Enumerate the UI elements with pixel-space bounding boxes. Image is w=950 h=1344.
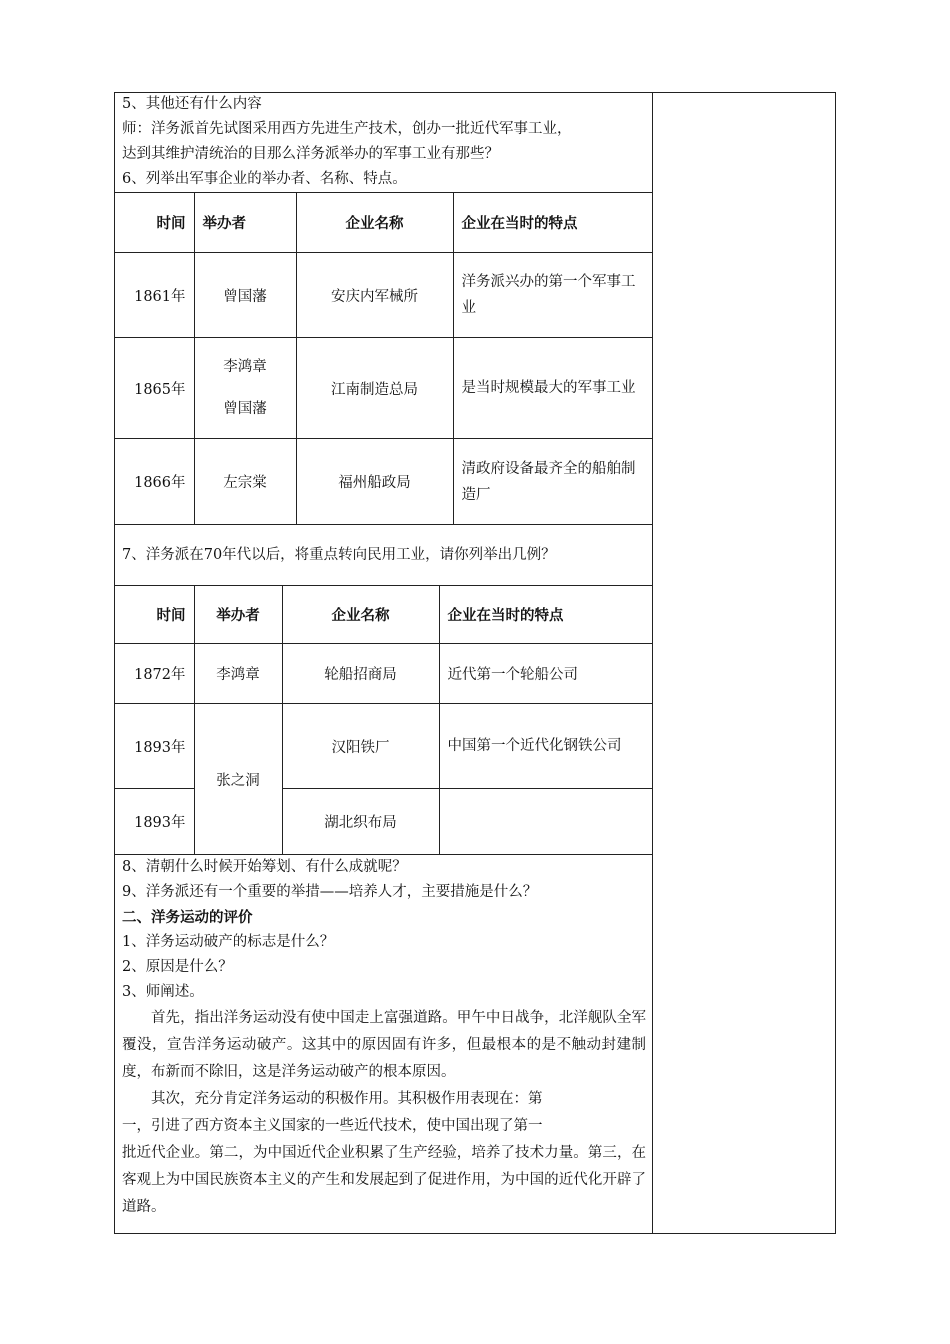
question-eval-2: 2、原因是什么？ [122,959,233,975]
table-cell: 汉阳铁厂 [282,704,439,789]
table-cell: 张之洞 [194,704,282,855]
table-cell [439,789,652,855]
table-cell: 1865年 [114,338,194,439]
table-cell: 曾国藩 [194,253,296,338]
table-cell: 轮船招商局 [282,644,439,704]
t1-header-time: 时间 [114,193,194,253]
table-cell: 1861年 [114,253,194,338]
t1-header-name: 企业名称 [296,193,453,253]
column-divider [652,92,653,1234]
table-cell: 是当时规模最大的军事工业 [453,338,652,439]
t1-header-founder: 举办者 [194,193,296,253]
question-eval-3: 3、师阐述。 [122,984,204,1000]
table-cell: 1893年 [114,704,194,789]
teacher-line-2: 达到其维护清统治的目那么洋务派举办的军事工业有那些？ [122,146,499,162]
table-cell: 清政府设备最齐全的船舶制造厂 [453,439,652,525]
civil-industry-table [114,585,652,855]
paragraph-second-b: 一，引进了西方资本主义国家的一些近代技术，使中国出现了第一 [122,1118,543,1134]
teacher-line-1: 师：洋务派首先试图采用西方先进生产技术，创办一批近代军事工业， [122,121,572,137]
t2-header-feature: 企业在当时的特点 [439,586,652,644]
question-8: 8、清朝什么时候开始筹划、有什么成就呢？ [122,859,407,875]
question-9: 9、洋务派还有一个重要的举措——培养人才，主要措施是什么？ [122,884,538,900]
table-cell [194,338,296,439]
question-6: 6、列举出军事企业的举办者、名称、特点。 [122,171,407,187]
t2-header-time: 时间 [114,586,194,644]
t2-header-founder: 举办者 [194,586,282,644]
table-cell: 中国第一个近代化钢铁公司 [439,704,652,789]
paragraph-second-a: 其次，充分肯定洋务运动的积极作用。其积极作用表现在：第 [151,1091,543,1107]
table-cell: 江南制造总局 [296,338,453,439]
table-cell: 安庆内军械所 [296,253,453,338]
table-cell: 湖北织布局 [282,789,439,855]
founder-line: 李鸿章 [223,359,267,375]
military-industry-table [114,192,652,525]
question-7: 7、洋务派在70年代以后，将重点转向民用工业，请你列举出几例？ [122,547,556,563]
question-5: 5、其他还有什么内容 [122,96,262,112]
t2-header-name: 企业名称 [282,586,439,644]
table-cell: 左宗棠 [194,439,296,525]
table-cell: 1872年 [114,644,194,704]
table-cell: 近代第一个轮船公司 [439,644,652,704]
table-cell: 洋务派兴办的第一个军事工业 [453,253,652,338]
question-eval-1: 1、洋务运动破产的标志是什么？ [122,934,335,950]
section-heading: 二、洋务运动的评价 [122,909,253,926]
lesson-content [114,92,652,1221]
table-cell: 福州船政局 [296,439,453,525]
paragraph-first: 首先，指出洋务运动没有使中国走上富强道路。甲午中日战争，北洋舰队全军覆没，宣告洋务运动破产。这其中的原因固有许多，但最根本的是不触动封建制度，布新而不除旧，这是洋务运动破产的根本原因。 [122,1010,646,1080]
t1-header-feature: 企业在当时的特点 [453,193,652,253]
table-cell: 1893年 [114,789,194,855]
paragraph-second-c: 批近代企业。第二，为中国近代企业积累了生产经验，培养了技术力量。第三，在客观上为中国民族资本主义的产生和发展起到了促进作用，为中国的近代化开辟了道路。 [122,1145,646,1215]
table-cell: 李鸿章 [194,644,282,704]
table-cell: 1866年 [114,439,194,525]
founder-line: 曾国藩 [223,401,267,417]
